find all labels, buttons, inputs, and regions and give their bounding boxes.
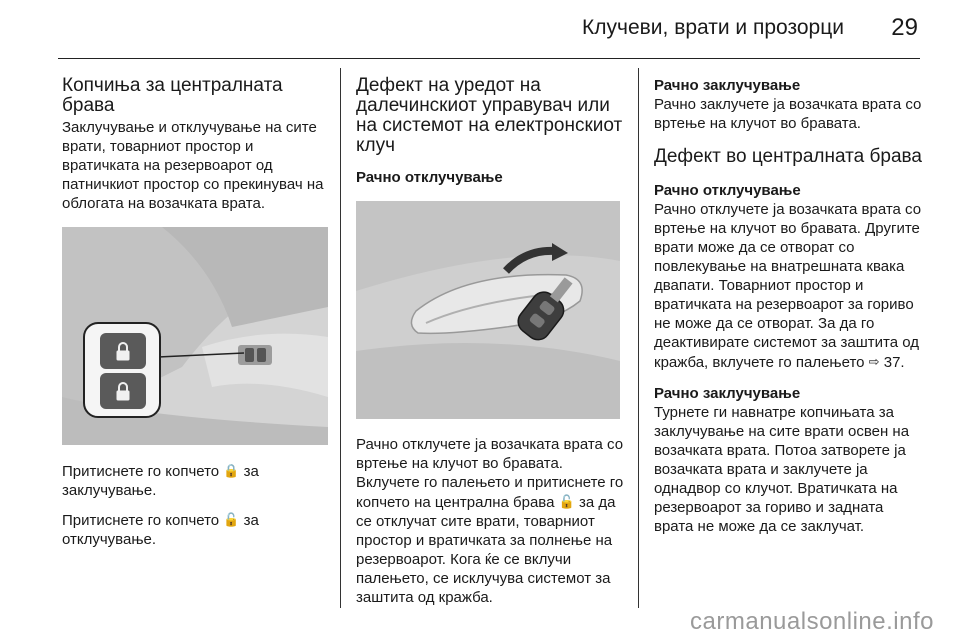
unlock-icon: 🔓 <box>558 494 575 509</box>
paragraph: Рачно отклучете ја возачката врата со вртење на клучот во бравата. Другите врати може да се отворат со повлекување на внатрешната квака двапати. Товарниот простор и вратичката на резервоарот за гориво не може да се отворат. За да го деактивирате системот за заштита од кражба, вклучете го палењето ⇨ 37. <box>654 201 922 371</box>
door-handle-key-illustration <box>356 201 620 419</box>
section-heading: Дефект во централната брава <box>654 146 922 167</box>
column-divider <box>638 68 639 608</box>
subheading: Рачно отклучување <box>356 169 503 186</box>
paragraph-lock-instruction: Притиснете го копчето 🔒 за заклучување. <box>62 463 259 499</box>
lock-icon: 🔒 <box>223 463 240 478</box>
subheading: Рачно заклучување <box>654 77 801 94</box>
header-divider <box>58 58 920 59</box>
chapter-title: Клучеви, врати и прозорци <box>582 16 844 39</box>
page-number: 29 <box>891 14 918 41</box>
paragraph: Рачно отклучете ја возачката врата со вртење на клучот во бравата. Вклучете го палењето и притиснете го копчето на централна брава 🔓 за да се отклучат сите врати, товарниот простор и вратичката за полнење на резервоарот. Кога ќе се вклучи палењето, се исклучува системот за заштита од кражба. <box>356 436 624 606</box>
unlock-icon: 🔓 <box>223 512 240 527</box>
column-central-lock-buttons <box>62 76 328 549</box>
paragraph: Турнете ги навнатре копчињата за заклучување на сите врати освен на возачката врата. Потоа затворете ја возачката врата и заклучете ја однадвор со клучот. Вратичката на резервоарот за гориво и задната врата не може да се заклучат. <box>654 404 910 535</box>
paragraph-unlock-instruction: Притиснете го копчето 🔓 за отклучување. <box>62 512 259 548</box>
reference-arrow-icon: ⇨ <box>868 354 880 369</box>
paragraph: Рачно заклучете ја возачката врата со вртење на клучот во бравата. <box>654 96 922 132</box>
column-central-lock-failure <box>654 76 924 536</box>
subheading: Рачно заклучување <box>654 385 801 402</box>
door-switch-illustration <box>62 227 328 445</box>
subheading: Рачно отклучување <box>654 182 801 199</box>
paragraph: Заклучување и отклучување на сите врати, товарниот простор и вратичката на резервоарот од патничкиот простор со прекинувач на облогата на возачката врата. <box>62 119 324 212</box>
column-remote-failure <box>356 76 626 607</box>
page-header <box>0 0 960 62</box>
section-heading: Дефект на уредот на далечинскиот управувач или на системот на електронскиот клуч <box>356 75 623 156</box>
column-divider <box>340 68 341 608</box>
watermark: carmanualsonline.info <box>690 608 934 635</box>
section-heading: Копчиња за централната брава <box>62 75 283 116</box>
